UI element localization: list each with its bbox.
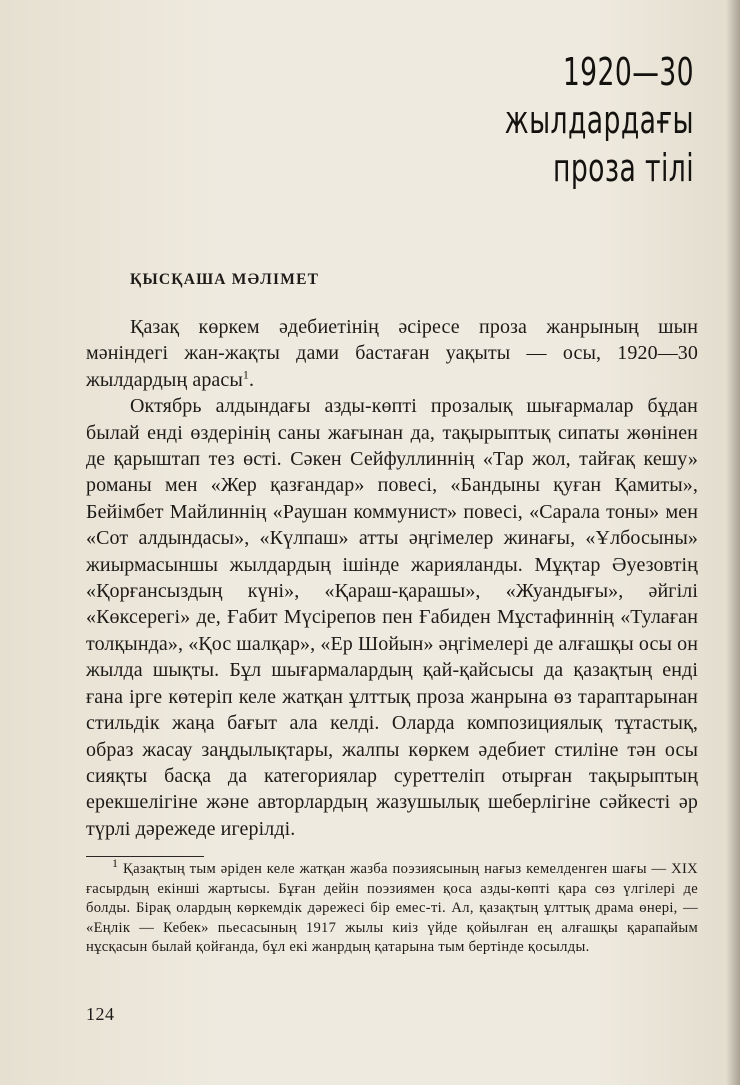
footnote-separator [86, 856, 204, 857]
section-heading: ҚЫСҚАША МӘЛІМЕТ [130, 271, 320, 288]
footnote-paragraph [86, 856, 698, 958]
body-text [86, 314, 698, 842]
chapter-title-line-2: проза тілі [553, 146, 694, 190]
paragraph-1-text: Қазақ көркем әдебиетінің әсіресе проза жанрының шын мәніндегі жан-жақты дами бастаған уақыты — осы, 1920—30 жылдардың арасы [86, 316, 698, 391]
page-number: 124 [86, 1004, 115, 1024]
chapter-title [366, 48, 694, 192]
page-spine-shadow [726, 0, 740, 1085]
footnote-reference: 1 [242, 367, 250, 382]
footnote-text: Қазақтың тым әріден келе жатқан жазба поэзиясының нағыз кемелденген шағы — XIX ғасырдың екінші жартысы. Бұған дейін поэзиямен қоса азды-көпті қара сөз үлгілері де болды. Бірақ олардың көркемдік дәрежесі бір емес-ті. Ал, қазақтың ұлттық драма өнері, — «Еңлік — Кебек» пьесасының 1917 жылы киіз үйде қойылған ең алғашқы қарапайым нұсқасын былай қойғанда, бұл екі жанрдың қатарына тым бертінде қосылды. [86, 861, 698, 955]
paragraph-1 [86, 314, 698, 393]
chapter-title-line-1: 1920—30 жылдардағы [504, 50, 694, 142]
paragraph-1-end: . [249, 368, 255, 391]
footnote [86, 856, 698, 958]
footnote-marker: 1 [112, 856, 119, 871]
paragraph-2: Октябрь алдындағы азды-көпті прозалық шығармалар бұдан былай енді өздерінің саны жағынан да, тақырыптық сипаты жөнінен де қарыштап тез өсті. Сәкен Сейфуллиннің «Тар жол, тайғақ кешу» романы мен «Жер қазғандар» повесі, «Бандыны қуған Қамиты», Бейімбет Майлиннің «Раушан коммунист» повесі, «Сарала тоны» мен «Сот алдындасы», «Күлпаш» атты әңгімелер жинағы, «Ұлбосыны» жиырмасыншы жылдардың ішінде жарияланды. Мұқтар Әуезовтің «Қорғансыздың күні», «Қараш-қарашы», «Жуандығы», әйгілі «Көксерегі» де, Ғабит Мүсірепов пен Ғабиден Мұстафиннің «Тулаған толқында», «Қос шалқар», «Ер Шойын» әңгімелері де алғашқы осы он жылда шықты. Бұл шығармалардың қай-қайсысы да қазақтың енді ғана іргe көтеріп келе жатқан ұлттық проза жанрына өз тараптарынан стильдік жаңа бағыт ала келді. Оларда композициялық тұтастық, образ жасау заңдылықтары, жалпы көркем әдебиет стиліне тән осы сияқты басқа да категориялар суреттеліп отырған тақырыптың ерекшелігіне және авторлардың жазушылық шеберлігіне сәйкесті әр түрлі дәрежеде игерілді. [86, 395, 699, 840]
